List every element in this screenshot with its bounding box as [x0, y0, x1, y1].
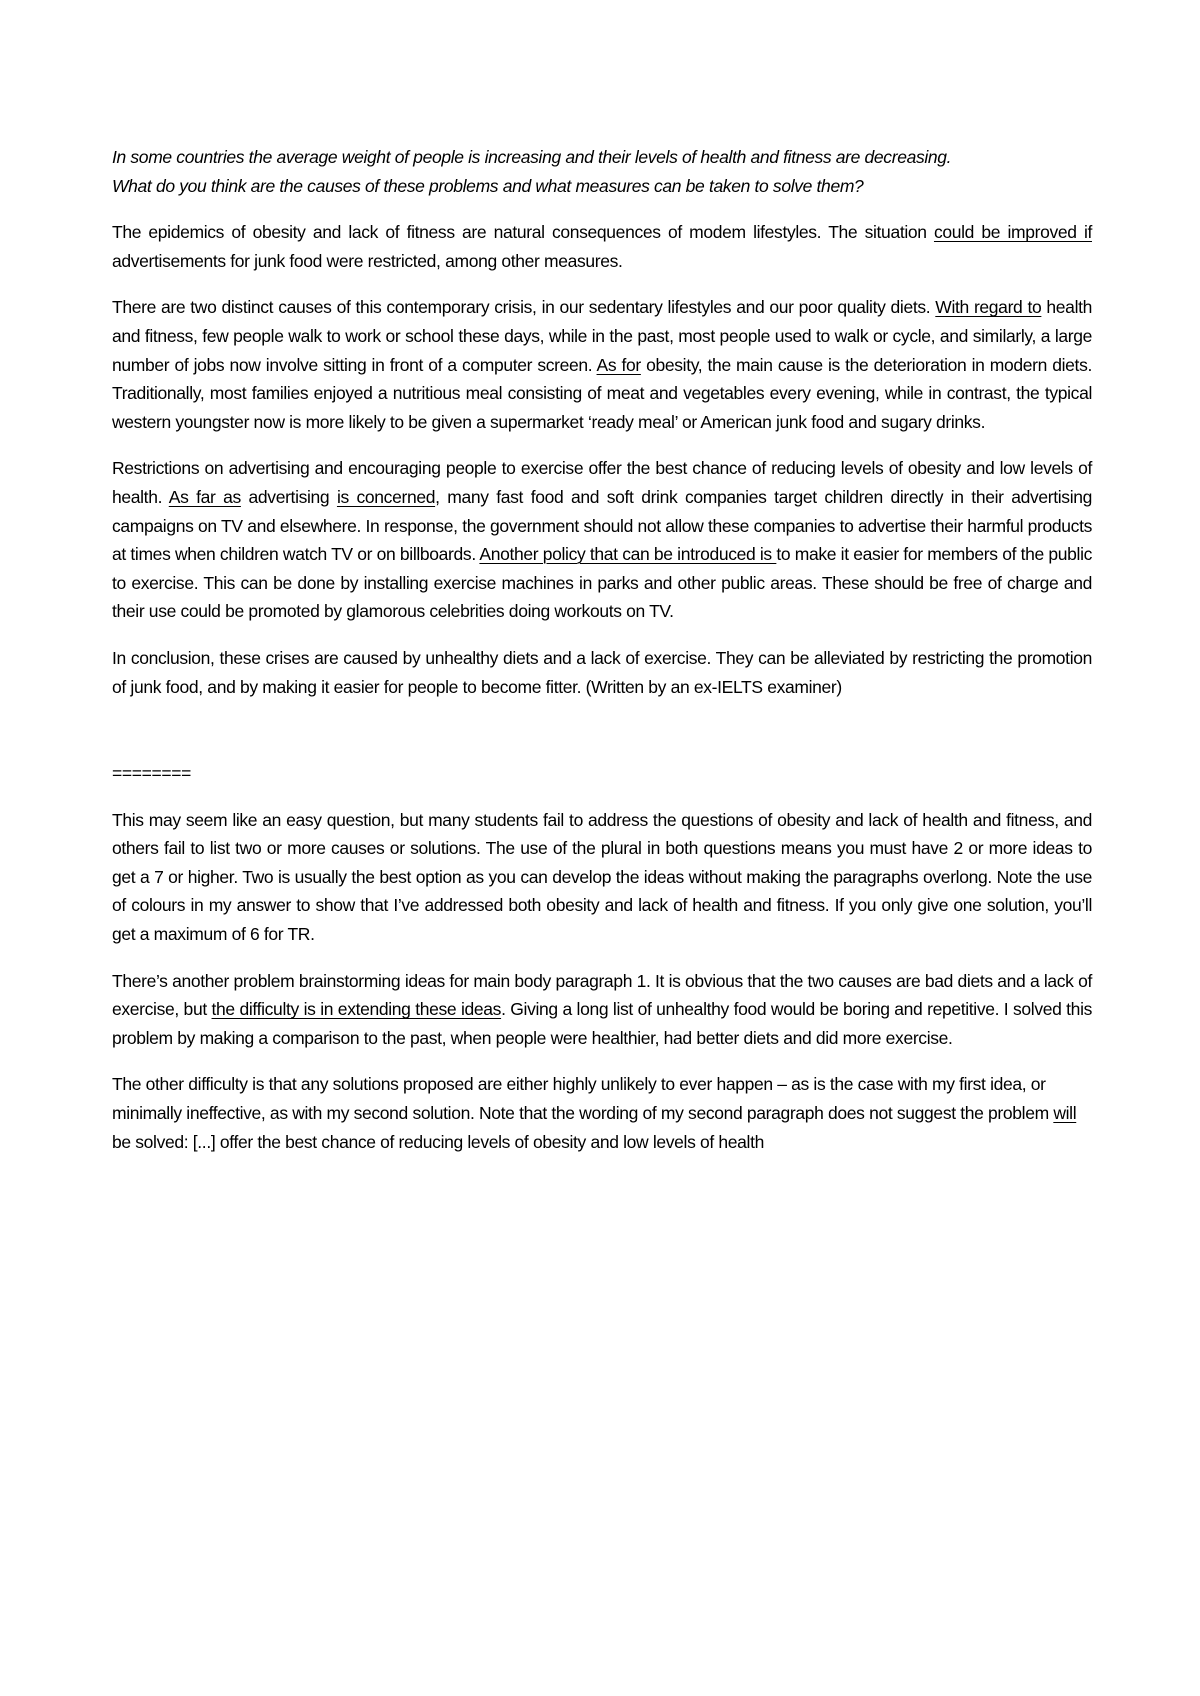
body2-underlined-phrase-2: is concerned [336, 486, 436, 507]
commentary1-text: This may seem like an easy question, but many students fail to address the questions of obesity and lack of health and fitness, and others fail to list two or more causes or solutions. The use of the plural in both questions means you must have 2 or more ideas to get a 7 or higher. Two is usually the best option as you can develop the ideas without making the paragraphs overlong. Note the use of colours in my answer to show that I’ve addressed both obesity and lack of health and fitness. If you only give one solution, you’ll get a maximum of 6 for TR. [112, 809, 1092, 945]
commentary2-text-2: . Giving a long list of unhealthy food would be boring and repetitive. I solved this problem by making a comparison to the past, when people were healthier, had better diets and did more exercise. [112, 999, 1093, 1048]
body1-underlined-phrase-1: With regard to [935, 297, 1042, 318]
essay-body-paragraph-2 [112, 454, 1092, 626]
essay-question-line-1: In some countries the average weight of people is increasing and their levels of health and fitness are decreasing. [112, 147, 952, 167]
body2-underlined-phrase-1: As far as [168, 486, 241, 507]
body1-text-1: There are two distinct causes of this contemporary crisis, in our sedentary lifestyles and our poor quality diets. [112, 297, 936, 318]
commentary-paragraph-3 [112, 1070, 1092, 1156]
commentary2-underlined-phrase: the difficulty is in extending these ideas [211, 999, 502, 1020]
essay-question-line-2: What do you think are the causes of these problems and what measures can be taken to solve them? [112, 175, 864, 196]
commentary2-text-1: There’s another problem brainstorming ideas for main body paragraph 1. It is obvious that the two causes are bad diets and a lack of exercise, but [112, 970, 1092, 1020]
essay-introduction [112, 218, 1092, 275]
commentary-paragraph-1 [112, 806, 1092, 949]
commentary-paragraph-2 [112, 967, 1092, 1053]
conclusion-text: In conclusion, these crises are caused by unhealthy diets and a lack of exercise. They can be alleviated by restricting the promotion of junk food, and by making it easier for people to become fitter. (Written by an ex-IELTS examiner) [112, 647, 1092, 697]
intro-text-1: The epidemics of obesity and lack of fitness are natural consequences of modem lifestyles. The situation [112, 222, 934, 243]
intro-text-2: advertisements for junk food were restricted, among other measures. [112, 250, 623, 271]
body2-text-4: to make it easier for members of the public to exercise. This can be done by installing exercise machines in parks and other public areas. These should be free of charge and their use could be promoted by glamorous celebrities doing workouts on TV. [112, 544, 1093, 622]
essay-body-paragraph-1 [112, 293, 1092, 436]
body2-text-2: advertising [240, 486, 337, 507]
essay-conclusion [112, 644, 1092, 701]
body2-underlined-phrase-3: Another policy that can be introduced is [479, 544, 777, 565]
body2-text-1: Restrictions on advertising and encouraging people to exercise offer the best chance of reducing levels of obesity and low levels of health. [112, 458, 1092, 507]
commentary3-underlined-word: will [1053, 1103, 1077, 1124]
body1-text-3: obesity, the main cause is the deterioration in modern diets. Traditionally, most families enjoyed a nutritious meal consisting of meat and vegetables every evening, while in contrast, the typical western youngster now is more likely to be given a supermarket ‘ready meal’ or American junk food and sugary drinks. [112, 354, 1092, 432]
body1-text-2: health and fitness, few people walk to work or school these days, while in the past, most people used to walk or cycle, and similarly, a large number of jobs now involve sitting in front of a computer screen. [112, 297, 1092, 375]
body2-text-3: , many fast food and soft drink companies target children directly in their advertising campaigns on TV and elsewhere. In response, the government should not allow these companies to advertise their harmful products at times when children watch TV or on billboards. [112, 486, 1093, 565]
document-body [112, 143, 1092, 1174]
vertical-spacer [112, 719, 1092, 759]
essay-question [112, 143, 1092, 200]
intro-underlined-phrase: could be improved if [933, 222, 1092, 243]
commentary3-text-1: The other difficulty is that any solutions proposed are either highly unlikely to ever happen – as is the case with my first idea, or minimally ineffective, as with my second solution. Note that the wording of my second paragraph does not suggest the problem [112, 1074, 1054, 1124]
section-separator: ======== [112, 763, 191, 784]
body1-underlined-phrase-2: As for [596, 354, 641, 375]
commentary3-text-2: be solved: [...] offer the best chance of reducing levels of obesity and low levels of health [112, 1131, 764, 1152]
